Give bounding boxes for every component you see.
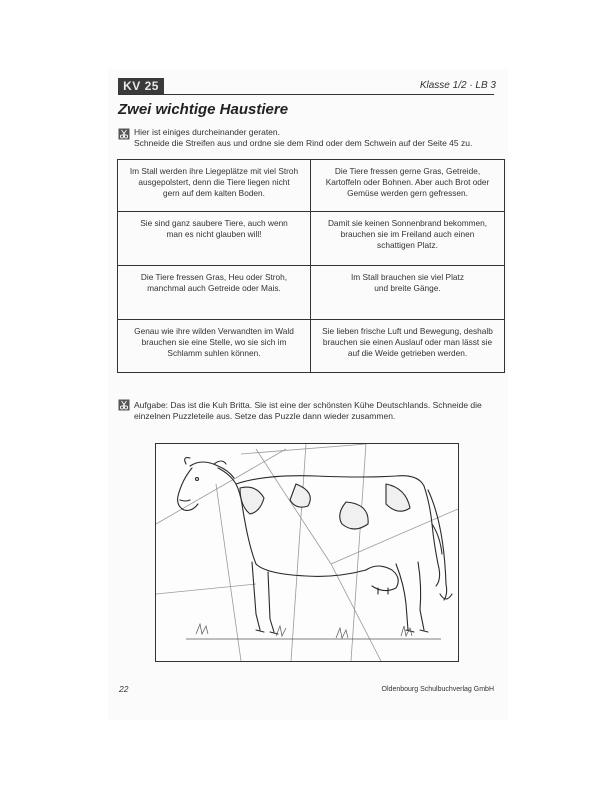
sentence-strips-grid: [117, 159, 505, 373]
strip-line: Sie lieben frische Luft und Bewegung, deshalb: [322, 326, 493, 336]
cow-puzzle-drawing: [156, 444, 458, 661]
strip-cell[interactable]: [118, 160, 311, 212]
strip-line: brauchen sie im Freiland auch einen: [340, 229, 475, 239]
grass-icon: [186, 624, 441, 639]
strip-cell[interactable]: [311, 320, 504, 372]
strip-line: und breite Gänge.: [374, 283, 441, 293]
strip-cell[interactable]: [311, 160, 504, 212]
strip-line: Genau wie ihre wilden Verwandten im Wald: [134, 326, 294, 336]
worksheet-badge: KV 25: [118, 78, 164, 94]
strip-line: auf die Weide getrieben werden.: [347, 348, 468, 358]
strip-cell[interactable]: [118, 320, 311, 372]
strip-line: Die Tiere fressen Gras, Heu oder Stroh,: [140, 272, 288, 282]
page-number: 22: [119, 684, 129, 694]
strip-line: Gemüse werden gern gefressen.: [347, 188, 468, 198]
strip-line: Im Stall werden ihre Liegeplätze mit viel Stroh: [129, 166, 299, 176]
header-rule: [118, 94, 494, 95]
task1-line2: Schneide die Streifen aus und ordne sie dem Rind oder dem Schwein auf der Seite 45 zu.: [134, 138, 473, 148]
class-info: Klasse 1/2 · LB 3: [419, 80, 496, 91]
strip-line: Die Tiere fressen gerne Gras, Getreide,: [334, 166, 481, 176]
strip-cell[interactable]: [311, 266, 504, 320]
task2-line2: einzelnen Puzzleteile aus. Setze das Puzzle dann wieder zusammen.: [134, 411, 396, 421]
task1-line1: Hier ist einiges durcheinander geraten.: [134, 127, 281, 137]
strip-line: Schlamm suhlen können.: [167, 348, 261, 358]
strip-line: brauchen sie eine Stelle, wo sie sich im: [141, 337, 287, 347]
task1-instructions: [134, 127, 504, 149]
strip-line: brauchen sie einen Auslauf oder man lässt sie: [322, 337, 493, 347]
strip-line: Kartoffeln oder Bohnen. Aber auch Brot oder: [325, 177, 490, 187]
page-title: Zwei wichtige Haustiere: [118, 101, 289, 118]
scissors-task-icon: [118, 128, 130, 140]
task2-instructions: [134, 400, 504, 422]
cow-icon: [178, 458, 452, 634]
strip-line: Damit sie keinen Sonnenbrand bekommen,: [327, 218, 488, 228]
publisher-footer: Oldenbourg Schulbuchverlag GmbH: [381, 686, 494, 693]
strip-line: man es nicht glauben will!: [166, 229, 262, 239]
strip-line: schattigen Platz.: [377, 240, 438, 250]
strip-line: manchmal auch Getreide oder Mais.: [147, 283, 281, 293]
strip-line: Im Stall brauchen sie viel Platz: [351, 272, 464, 282]
strip-cell[interactable]: [118, 212, 311, 266]
strip-cell[interactable]: [118, 266, 311, 320]
strip-cell[interactable]: [311, 212, 504, 266]
cow-puzzle[interactable]: [155, 443, 459, 662]
strip-line: Sie sind ganz saubere Tiere, auch wenn: [140, 218, 288, 228]
task2-line1: Aufgabe: Das ist die Kuh Britta. Sie ist eine der schönsten Kühe Deutschlands. Schneide die: [134, 400, 482, 410]
strip-line: ausgepolstert, denn die Tiere liegen nicht: [138, 177, 290, 187]
strip-line: gern auf dem kalten Boden.: [163, 188, 265, 198]
scissors-task-icon: [118, 399, 130, 411]
